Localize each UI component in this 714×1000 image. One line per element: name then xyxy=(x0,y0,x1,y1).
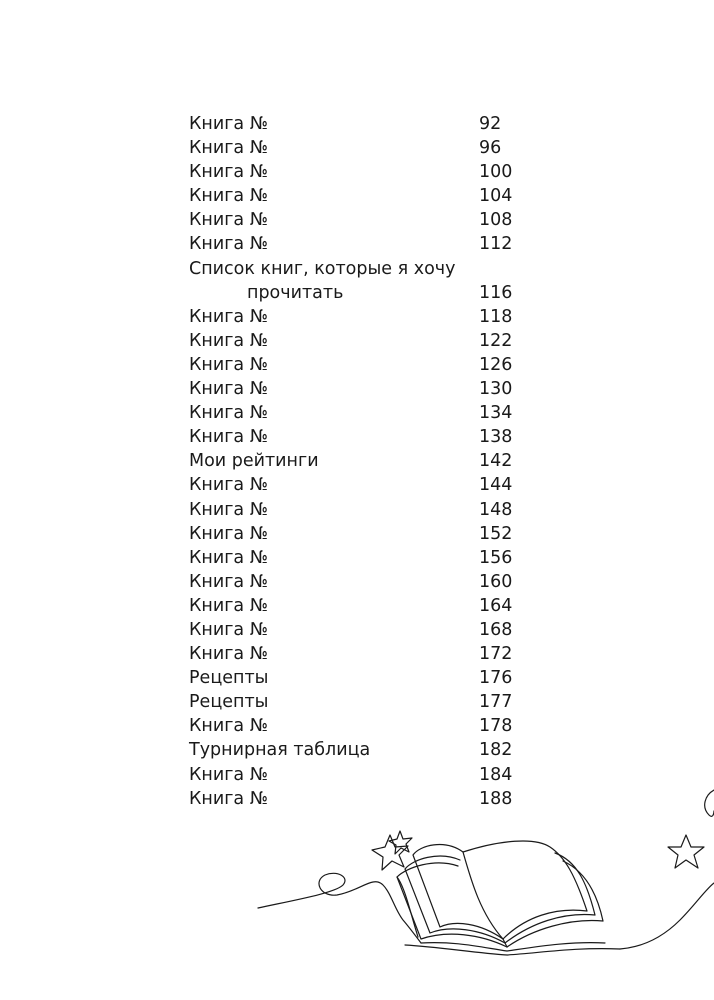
toc-entry-title: Рецепты xyxy=(189,692,269,713)
toc-entry-page: 148 xyxy=(479,499,513,520)
toc-entry-page: 164 xyxy=(479,595,513,616)
toc-entry xyxy=(189,232,529,256)
toc-entry-page: 130 xyxy=(479,379,513,400)
toc-entry-page: 138 xyxy=(479,427,513,448)
toc-entry-title: Книга № xyxy=(189,764,268,785)
toc-entry-title: Книга № xyxy=(189,234,268,255)
toc-entry xyxy=(189,570,529,594)
toc-entry-title: Книга № xyxy=(189,403,268,424)
toc-entry xyxy=(189,498,529,522)
toc-entry-title: Книга № xyxy=(189,619,268,640)
book-illustration xyxy=(225,715,714,965)
star-icon xyxy=(668,835,704,868)
toc-entry-title: Книга № xyxy=(189,427,268,448)
toc-entry-title: Книга № xyxy=(189,306,268,327)
toc-entry xyxy=(189,353,529,377)
toc-entry-title: Книга № xyxy=(189,644,268,665)
toc-entry-page: 112 xyxy=(479,234,513,255)
toc-entry-page: 160 xyxy=(479,571,513,592)
toc-entry-page: 92 xyxy=(479,114,502,134)
toc-entry xyxy=(189,522,529,546)
toc-entry xyxy=(189,546,529,570)
toc-entry-page: 108 xyxy=(479,210,513,231)
toc-entry-page: 134 xyxy=(479,403,513,424)
toc-entry xyxy=(189,425,529,449)
toc-entry-title: Мои рейтинги xyxy=(189,451,319,472)
toc-entry-page: 176 xyxy=(479,668,513,689)
toc-entry xyxy=(189,257,529,281)
toc-entry-page: 156 xyxy=(479,547,513,568)
toc-entry-page: 182 xyxy=(479,740,513,761)
toc-entry-page: 184 xyxy=(479,764,513,785)
toc-entry xyxy=(189,666,529,690)
toc-entry-title: Книга № xyxy=(189,523,268,544)
toc-entry-title: Книга № xyxy=(189,716,268,737)
table-of-contents xyxy=(189,112,529,811)
toc-entry-title: Книга № xyxy=(189,210,268,231)
toc-entry xyxy=(189,136,529,160)
toc-entry-title: Книга № xyxy=(189,330,268,351)
toc-entry xyxy=(189,401,529,425)
open-book-icon xyxy=(397,841,620,955)
toc-entry-page: 104 xyxy=(479,186,513,207)
toc-entry-page: 126 xyxy=(479,354,513,375)
toc-entry-title: Книга № xyxy=(189,162,268,183)
toc-entry xyxy=(189,690,529,714)
swirl-line-icon xyxy=(258,873,421,943)
toc-entry-title: Книга № xyxy=(189,186,268,207)
toc-entry xyxy=(189,208,529,232)
toc-entry-title: Книга № xyxy=(189,547,268,568)
toc-entry-continuation xyxy=(189,281,529,305)
toc-entry xyxy=(189,642,529,666)
toc-entry xyxy=(189,594,529,618)
toc-entry xyxy=(189,305,529,329)
toc-entry-page: 152 xyxy=(479,523,513,544)
toc-entry-page: 122 xyxy=(479,330,513,351)
toc-entry xyxy=(189,449,529,473)
toc-entry-title: Рецепты xyxy=(189,668,269,689)
toc-entry-title: Книга № xyxy=(189,571,268,592)
toc-entry-page: 144 xyxy=(479,475,513,496)
toc-entry-page: 177 xyxy=(479,692,513,713)
toc-entry-title-continuation: прочитать xyxy=(247,282,344,303)
toc-entry-title: Книга № xyxy=(189,499,268,520)
toc-entry xyxy=(189,377,529,401)
toc-entry-page: 118 xyxy=(479,306,513,327)
toc-entry xyxy=(189,473,529,497)
toc-entry-title: Книга № xyxy=(189,138,268,159)
toc-entry-page: 142 xyxy=(479,451,513,472)
toc-entry xyxy=(189,329,529,353)
toc-entry-page: 100 xyxy=(479,162,513,183)
toc-entry-page: 168 xyxy=(479,619,513,640)
toc-entry-page: 116 xyxy=(479,282,513,303)
toc-entry-page: 178 xyxy=(479,716,513,737)
swirl-line-icon xyxy=(705,790,714,816)
toc-entry-page: 96 xyxy=(479,138,502,159)
toc-entry xyxy=(189,112,529,136)
toc-entry-page: 188 xyxy=(479,788,513,809)
toc-entry-title: Книга № xyxy=(189,475,268,496)
toc-entry-title: Турнирная таблица xyxy=(189,740,371,761)
toc-entry-title: Книга № xyxy=(189,379,268,400)
toc-entry-title: Список книг, которые я хочу xyxy=(189,258,456,279)
toc-entry-title: Книга № xyxy=(189,114,268,134)
toc-entry xyxy=(189,184,529,208)
toc-entry-title: Книга № xyxy=(189,788,268,809)
swirl-line-icon xyxy=(620,883,714,949)
star-icon xyxy=(372,831,412,870)
toc-entry-page: 172 xyxy=(479,644,513,665)
toc-entry xyxy=(189,160,529,184)
toc-entry-title: Книга № xyxy=(189,595,268,616)
toc-entry xyxy=(189,618,529,642)
toc-entry-title: Книга № xyxy=(189,354,268,375)
